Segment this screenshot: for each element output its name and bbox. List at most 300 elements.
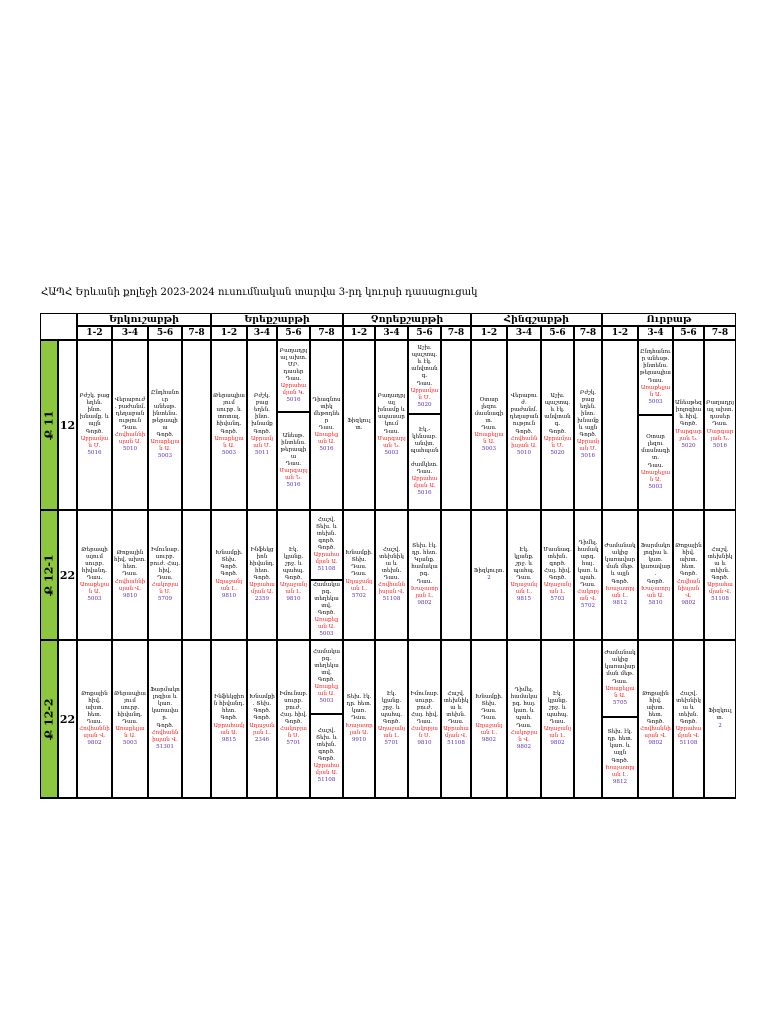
lesson-kind: Գործ. (220, 428, 238, 435)
lesson-room: 5701 (286, 740, 301, 747)
lesson-kind: Գործ. (548, 428, 567, 435)
lesson-teacher: Հովհաննիսյան Վ. (640, 726, 671, 740)
day-separator (342, 313, 344, 798)
lesson-kind: Գործ. (611, 578, 629, 585)
lesson-kind: Գործ. (253, 715, 271, 722)
slot-header-d2-s4: 7-8 (310, 326, 343, 340)
lesson-room: 9802 (648, 740, 663, 747)
lesson-kind: Գործ. (646, 719, 665, 725)
day-header-tuesday: Երեքշաբթի (211, 313, 343, 326)
lesson-cell (507, 340, 541, 510)
lesson-room: 5003 (648, 398, 663, 405)
lesson-subject: Հաշվ. տեխնիկա և տեխն. (676, 690, 701, 718)
lesson-teacher: Խաչատրյան Լ. (605, 585, 635, 599)
lesson-cell (310, 510, 343, 580)
lesson-teacher: Առաքելյան Ա. (115, 726, 145, 740)
lesson-cell (277, 640, 310, 798)
lesson-room: 51108 (317, 777, 336, 784)
lesson-subject: Ինֆեկցիոն հիվանդ. հետ. (213, 694, 245, 715)
lesson-subject: Հաշվ. տեխնիկա և տեխն. (379, 546, 404, 574)
lesson-teacher: Հակոբյան Վ. (577, 589, 599, 603)
lesson-subject: Էկ.-կենսաբ. անվտ. պահպան. ժամկետ. (410, 426, 439, 468)
lesson-cell (541, 640, 574, 798)
lesson-room: 2359 (254, 596, 270, 603)
lesson-cell (148, 340, 182, 510)
lesson-teacher: Հակոբյան Ս. (151, 582, 179, 596)
lesson-teacher: Առաքելյան Ա. (314, 684, 339, 698)
lesson-kind: Դաս. (416, 719, 433, 725)
lesson-teacher: Մարգարյան Ն. (279, 468, 308, 482)
lesson-room: 9802 (550, 740, 565, 747)
lesson-room: 5003 (122, 740, 138, 747)
lesson-cell (408, 414, 441, 510)
group-label-k12-1: Ք 12-1 (40, 510, 58, 640)
lesson-cell-empty (182, 640, 211, 798)
lesson-subject: Հաշվ. տեխնիկա և տեխն. (443, 690, 469, 718)
lesson-room: 51108 (679, 740, 698, 747)
day-separator (470, 313, 472, 798)
lesson-cell (704, 640, 736, 798)
lesson-subject: Համակարգ. տեղեկատվ. (312, 648, 341, 676)
lesson-room: 9815 (221, 736, 237, 743)
lesson-room: 9815 (516, 596, 532, 603)
lesson-kind: Գործ. (382, 719, 401, 725)
lesson-teacher: Աբրամյան Մ. (80, 435, 109, 449)
lesson-cell (704, 510, 736, 640)
lesson-room: 9910 (351, 736, 367, 743)
lesson-cell-empty (441, 340, 471, 510)
lesson-subject: Ֆիզկուլտ. (708, 708, 732, 722)
lesson-kind: Դաս. (647, 462, 664, 469)
lesson-teacher: Առաքելյան Ա. (214, 435, 244, 449)
lesson-room: 5702 (580, 603, 596, 610)
lesson-teacher: Աբրամյան Մ. (250, 435, 274, 449)
lesson-cell (574, 510, 602, 640)
lesson-cell (673, 340, 704, 510)
lesson-cell (277, 412, 310, 510)
lesson-subject: Անեսթ. ինտենս. թերապիա (280, 432, 307, 460)
day-header-friday: Ուրբաթ (602, 313, 736, 326)
lesson-teacher: Աղաջանյան Լ. (377, 726, 406, 740)
lesson-teacher: Աբրահամյան Վ. (675, 726, 702, 740)
lesson-cell (673, 640, 704, 798)
lesson-subject: Իմունաբ. սուրբ. բուժ. Հայ. հիվ. (410, 690, 439, 718)
lesson-room: 5003 (648, 483, 663, 490)
lesson-subject: Բժշկ. բաց եղեն. ինտ. խնամք և այլն (577, 389, 599, 431)
lesson-room: 2346 (254, 736, 270, 743)
lesson-kind: Գործ. (679, 421, 698, 428)
lesson-room: 9810 (221, 592, 237, 599)
lesson-subject: Թոքային հիվ. ախտ. հետ. (81, 690, 108, 718)
lesson-teacher: Մարգարյան Ն. (706, 428, 734, 442)
lesson-cell (408, 340, 441, 414)
lesson-room: 51108 (447, 740, 465, 747)
day-separator (601, 313, 603, 798)
lesson-kind: Դաս. (383, 575, 400, 581)
lesson-room: 5020 (681, 442, 696, 449)
lesson-subject: Ընդհանուր անեսթ. ինտենս. թերապիա (640, 349, 671, 377)
lesson-cell (375, 640, 408, 798)
lesson-subject: Խնամքի. Տեխ. Դաս. (475, 694, 503, 715)
lesson-kind: Դաս. (122, 719, 138, 725)
slot-header-d5-s3: 5-6 (673, 326, 704, 340)
lesson-kind: Դաս. (86, 575, 103, 581)
lesson-cell (310, 640, 343, 714)
slot-header-d1-s3: 5-6 (148, 326, 182, 340)
lesson-subject: Ֆիզկուլտ. (347, 417, 371, 431)
day-header-thursday: Հինգշաբթի (471, 313, 602, 326)
lesson-subject: Օտար լեզու մասնագիտ. (474, 396, 504, 424)
lesson-kind: Դաս. (383, 428, 400, 435)
lesson-subject: Էկ. կլանք. շրջ. և պահպ. (513, 546, 535, 574)
lesson-teacher: Աբրահամյան Ա. (249, 582, 275, 596)
lesson-subject: Տեխ. էկ. դր. հետ. Կլանք. համակարգ. (411, 543, 438, 578)
lesson-kind: Գործ. (220, 715, 238, 722)
slot-header-d1-s1: 1-2 (77, 326, 112, 340)
lesson-cell (602, 717, 638, 798)
group-count-k12-1: 22 (58, 510, 77, 640)
lesson-cell (507, 510, 541, 640)
lesson-room: 51301 (156, 743, 174, 750)
lesson-cell (211, 510, 247, 640)
table-corner (40, 313, 77, 340)
lesson-teacher: Աղաջանյան Լ. (510, 582, 538, 596)
lesson-subject: Խնամքի. Տեխ. Դաս. (345, 550, 373, 571)
lesson-subject: Բժշկ. բաց եղեն. ինտ. խնամք. և այլն (79, 393, 110, 428)
lesson-kind: Գործ. (156, 432, 174, 439)
lesson-teacher: Աղաջանյան Լ. (279, 582, 308, 596)
lesson-room: 5010 (122, 446, 138, 453)
lesson-teacher: Աղաջանյան Լ. (475, 722, 503, 736)
lesson-kind: Դաս. (351, 571, 367, 578)
slot-header-d2-s2: 3-4 (247, 326, 277, 340)
lesson-kind: Գործ. (220, 571, 238, 578)
lesson-teacher: Աբրամյան Մ. (543, 435, 572, 449)
slot-header-d3-s2: 3-4 (375, 326, 408, 340)
lesson-cell (638, 640, 673, 798)
lesson-subject: Էկ. կլանք. շրջ. և պահպ. (282, 546, 305, 574)
lesson-teacher: Հակոբյան Վ. (510, 729, 538, 743)
slot-header-d3-s4: 7-8 (441, 326, 471, 340)
lesson-kind: Դաս. (448, 719, 464, 725)
lesson-teacher: Առաքելյան Ա. (150, 439, 180, 453)
lesson-cell (408, 640, 441, 798)
lesson-cell (211, 640, 247, 798)
lesson-subject: Խնամքի. Տեխ. Գործ. (215, 550, 243, 571)
lesson-room: 5810 (648, 599, 663, 606)
lesson-kind: Գործ. (646, 578, 665, 585)
group-count-k12-2: 22 (58, 640, 77, 798)
lesson-room: 9802 (516, 743, 532, 750)
lesson-kind: Դաս. (416, 469, 433, 476)
lesson-cell-empty (182, 340, 211, 510)
lesson-subject: Վերաբուժ. բաժանմ. դեղաբանություն (509, 393, 539, 428)
lesson-subject: Էկ. կլանք. շրջ. և պահպ. (546, 690, 569, 718)
lesson-room: 5016 (417, 490, 432, 497)
slot-header-d5-s1: 1-2 (602, 326, 638, 340)
lesson-teacher: Աղաջանյան Լ. (249, 722, 275, 736)
lesson-room: 2 (718, 722, 722, 729)
lesson-cell-empty (441, 510, 471, 640)
group-separator (40, 509, 736, 511)
lesson-cell (148, 640, 182, 798)
lesson-teacher: Մարգարյան Ն. (377, 435, 406, 449)
lesson-teacher: Աբրամյան Մ. (576, 439, 600, 453)
lesson-subject: Ֆարմակոլոգիա և կառ. կառավար. (150, 687, 180, 722)
slot-header-d4-s4: 7-8 (574, 326, 602, 340)
lesson-room: 5701 (384, 740, 399, 747)
lesson-cell (343, 340, 375, 510)
lesson-cell (277, 340, 310, 412)
lesson-teacher: Հովհաննիսյան Ա. (114, 432, 146, 446)
lesson-room: 51108 (382, 596, 401, 603)
lesson-cell (375, 510, 408, 640)
lesson-kind: Գործ. (85, 428, 104, 435)
lesson-subject: Ֆարմակոլոգիա և կառ. կառավար. (640, 543, 671, 578)
lesson-teacher: Հովհաննիսյան Վ. (114, 578, 146, 592)
lesson-cell (112, 340, 148, 510)
lesson-cell (471, 510, 507, 640)
lesson-room: 9802 (87, 740, 102, 747)
lesson-cell (638, 510, 673, 640)
slot-header-d2-s1: 1-2 (211, 326, 247, 340)
lesson-subject: Դիմել. համակարգ. հայ. կառ. և պահ. (577, 539, 599, 581)
lesson-kind: Գործ. (253, 428, 271, 435)
lesson-subject: Աշխ. պաշտպ. և էկ. անվտանգ. (544, 393, 571, 428)
lesson-room: 5016 (87, 449, 102, 456)
schedule-table (40, 313, 736, 1020)
lesson-room: 9812 (612, 778, 628, 785)
lesson-cell (507, 640, 541, 798)
lesson-subject: Տեխ. էկ. դր. հետ. կառ. և այլն (607, 729, 633, 757)
lesson-kind: Դաս. (481, 425, 497, 431)
lesson-room: 5020 (417, 401, 432, 408)
lesson-teacher: Աբրամյան Մ. (410, 387, 439, 401)
lesson-subject: Բաղադրյալ խնամք և սպասարկում (377, 393, 406, 428)
lesson-kind: Դաս. (285, 461, 302, 467)
lesson-teacher: Հովհաննիսյան Ա. (510, 435, 538, 449)
lesson-subject: Հաշվ. տեխնիկա և տեխն. (707, 546, 733, 574)
lesson-cell (247, 640, 277, 798)
lesson-teacher: Հովհաննիսյան Վ. (377, 582, 406, 596)
lesson-cell (247, 510, 277, 640)
slot-header-d4-s1: 1-2 (471, 326, 507, 340)
lesson-teacher: Աբրահամյան Ա. (313, 552, 340, 566)
lesson-kind: Դաս. (647, 377, 664, 384)
lesson-kind: Դաս. (580, 582, 596, 589)
lesson-subject: Օտար լեզու մասնագիտ. (641, 434, 670, 462)
lesson-cell (310, 580, 343, 640)
lesson-kind: Դաս. (416, 380, 433, 387)
lesson-room: 5016 (286, 397, 301, 404)
lesson-kind: Դաս. (351, 715, 367, 722)
lesson-room: 5709 (157, 596, 173, 603)
lesson-teacher: Խաչատրյան Լ. (605, 764, 635, 778)
lesson-teacher: Աբրահամյան Ա. (213, 722, 245, 736)
lesson-cell (77, 640, 112, 798)
lesson-subject: Վերաբուժ. բաժանմ. դեղաբանություն (114, 396, 146, 424)
lesson-teacher: Աղաջանյան Լ. (543, 582, 572, 596)
lesson-teacher: Աղաջանյան Լ. (215, 578, 243, 592)
lesson-cell (343, 510, 375, 640)
lesson-cell (310, 714, 343, 798)
lesson-room: 5010 (516, 449, 532, 456)
lesson-kind: Գործ. (284, 575, 303, 581)
lesson-teacher: Աբրահամյան Վ. (443, 726, 469, 740)
lesson-teacher: Աբրահամյան Ա. (313, 763, 340, 777)
lesson-kind: Դաս. (516, 722, 532, 729)
lesson-subject: Դիագնոստիկ մեթոդներ (312, 396, 341, 424)
lesson-teacher: Աբրահամյան Վ. (707, 582, 733, 596)
lesson-room: 9802 (681, 599, 696, 606)
lesson-room: 5703 (550, 596, 565, 603)
lesson-kind: Գործ. (548, 575, 567, 581)
lesson-kind: Գործ. (284, 719, 303, 725)
slot-header-d4-s3: 5-6 (541, 326, 574, 340)
lesson-kind: Գործ. (679, 571, 698, 578)
lesson-cell (112, 510, 148, 640)
lesson-teacher: Աղաջանյան Լ. (345, 578, 373, 592)
lesson-cell (471, 640, 507, 798)
lesson-kind: Գործ. (679, 719, 698, 725)
day-header-monday: Երկուշաբթի (77, 313, 211, 326)
lesson-teacher: Առաքելյան Ա. (79, 582, 110, 596)
lesson-cell (471, 340, 507, 510)
lesson-room: 5702 (351, 592, 367, 599)
day-separator (210, 313, 212, 798)
lesson-kind: Գործ. (317, 756, 336, 762)
lesson-teacher: Առաքելյան Ա. (640, 384, 671, 398)
lesson-subject: Թերապիայում սուրբ. հիվանդ. (81, 546, 108, 574)
lesson-subject: Թերապիայում սուրբ. հիվանդ. (114, 690, 146, 718)
group-label-k12-2: Ք 12-2 (40, 640, 58, 798)
lesson-room: 5016 (286, 482, 301, 489)
lesson-subject: Ժամանակակից կառավարման մեթ. (604, 650, 636, 678)
lesson-cell (441, 640, 471, 798)
lesson-kind: Գործ. (711, 575, 729, 581)
lesson-subject: Ինֆեկցիոն հիվանդ. հետ. (249, 546, 275, 574)
lesson-cell (541, 340, 574, 510)
slot-header-d5-s4: 7-8 (704, 326, 736, 340)
lesson-cell-empty (574, 640, 602, 798)
lesson-room: 5016 (319, 446, 334, 453)
lesson-kind: Դաս. (122, 571, 138, 578)
group-separator (40, 639, 736, 641)
table-bottom-border (40, 797, 736, 799)
lesson-room: 5705 (612, 699, 628, 706)
lesson-subject: Մասնագ. տեխն. գործ. Հայ. հիվ. (543, 546, 572, 574)
lesson-cell (77, 340, 112, 510)
group-count-k11: 12 (58, 340, 77, 510)
lesson-room: 5003 (319, 698, 334, 705)
lesson-kind: Գործ. (253, 575, 271, 581)
lesson-kind: Դաս. (318, 425, 335, 431)
lesson-cell (673, 510, 704, 640)
lesson-subject: Աշխ. պաշտպ. և էկ. անվտանգ. (411, 345, 438, 380)
lesson-kind: Դաս. (157, 575, 173, 581)
lesson-teacher: Խաչատրյան Ա. (345, 722, 373, 736)
lesson-kind: Գործ. (515, 428, 533, 435)
slot-header-d3-s1: 1-2 (343, 326, 375, 340)
lesson-kind: Գործ. (317, 677, 336, 683)
lesson-room: 5016 (580, 453, 596, 460)
lesson-kind: Դաս. (416, 578, 433, 585)
lesson-kind: Գործ. (156, 722, 174, 729)
lesson-teacher: Հովհաննիսյան Վ. (151, 729, 179, 743)
lesson-kind: Գործ. (611, 757, 629, 764)
lesson-cell (541, 510, 574, 640)
lesson-room: 51108 (317, 566, 336, 573)
lesson-room: 9810 (286, 596, 301, 603)
lesson-subject: Իմունաբ. սուրբ. բուժ. Հայ. հիվ. (279, 690, 308, 718)
lesson-teacher: Աղաջանյան Լ. (543, 726, 572, 740)
lesson-cell (343, 640, 375, 798)
group-label-k11: Ք 11 (40, 340, 58, 510)
lesson-room: 51108 (711, 596, 729, 603)
lesson-teacher: Աբրահամյան Կ. (280, 383, 307, 397)
schedule-title: ՀԱՊՀ Երևանի քոլեջի 2023-2024 ուսումնական տարվա 3-րդ կուրսի դասացուցակ (41, 287, 478, 298)
slot-header-d2-s3: 5-6 (277, 326, 310, 340)
lesson-kind: Դաս. (285, 376, 302, 382)
day-header-wednesday: Չորեքշաբթի (343, 313, 471, 326)
lesson-cell (574, 340, 602, 510)
lesson-kind: Դաս. (481, 715, 497, 722)
lesson-room: 5016 (712, 442, 728, 449)
lesson-subject: Բաղադրյալ ախտ. ՄՐ. դասեր (279, 347, 308, 375)
lesson-kind: Դաս. (86, 719, 103, 725)
lesson-teacher: Աբրահամյան Ա. (411, 476, 438, 490)
lesson-cell (602, 510, 638, 640)
slot-header-d4-s2: 3-4 (507, 326, 541, 340)
lesson-teacher: Խաչատրյան Ա. (640, 585, 671, 599)
lesson-teacher: Մարգարյան Ն. (675, 428, 702, 442)
lesson-teacher: Առաքելյան Ա. (314, 617, 339, 631)
lesson-subject: Համակարգ. տեղեկատվ. (312, 581, 341, 609)
lesson-subject: Թոքային հիվ. ախտ. հետ. (114, 550, 146, 571)
lesson-cell (704, 340, 736, 510)
lesson-kind: Գործ. (317, 610, 336, 616)
lesson-room: 5003 (157, 453, 173, 460)
lesson-cell (211, 340, 247, 510)
lesson-room: 9802 (417, 599, 432, 606)
lesson-room: 9810 (417, 740, 432, 747)
lesson-kind: Գործ. (317, 545, 336, 551)
lesson-kind: Դաս. (549, 719, 566, 725)
lesson-kind: Դաս. (516, 575, 532, 581)
lesson-subject: Թոքային հիվ. ախտ. հետ. (675, 543, 702, 571)
lesson-subject: Հաշվ. Տեխ. և տեխն. գործ. (315, 516, 337, 544)
lesson-room: 9802 (481, 736, 497, 743)
lesson-teacher: Առաքելյան Ա. (314, 432, 339, 446)
lesson-subject: Թոքային հիվ. ախտ. հետ. (642, 690, 669, 718)
lesson-room: 9812 (612, 599, 628, 606)
slot-header-d5-s2: 3-4 (638, 326, 673, 340)
lesson-teacher: Առաքելյան Ա. (474, 432, 504, 446)
lesson-cell (638, 340, 673, 415)
lesson-cell (77, 510, 112, 640)
lesson-room: 5003 (481, 446, 497, 453)
lesson-teacher: Հակոբյան Ս. (280, 726, 307, 740)
lesson-teacher: Խաչատրյան Լ. (410, 585, 439, 599)
lesson-teacher: Հակոբյան Ս. (411, 726, 438, 740)
lesson-room: 2 (487, 575, 491, 581)
lesson-subject: Խնամքի. Տեխ. Գործ. (249, 694, 275, 715)
lesson-kind: Գործ. (579, 432, 597, 439)
lesson-teacher: Առաքելյան Ա. (605, 685, 635, 699)
lesson-subject: Թերապիայում սուրբ. և տոտալ. հիվանդ. (213, 393, 245, 428)
lesson-subject: Ժամանակակից կառավարման մեթ. և այլն (604, 543, 636, 578)
lesson-room: 9810 (122, 592, 138, 599)
